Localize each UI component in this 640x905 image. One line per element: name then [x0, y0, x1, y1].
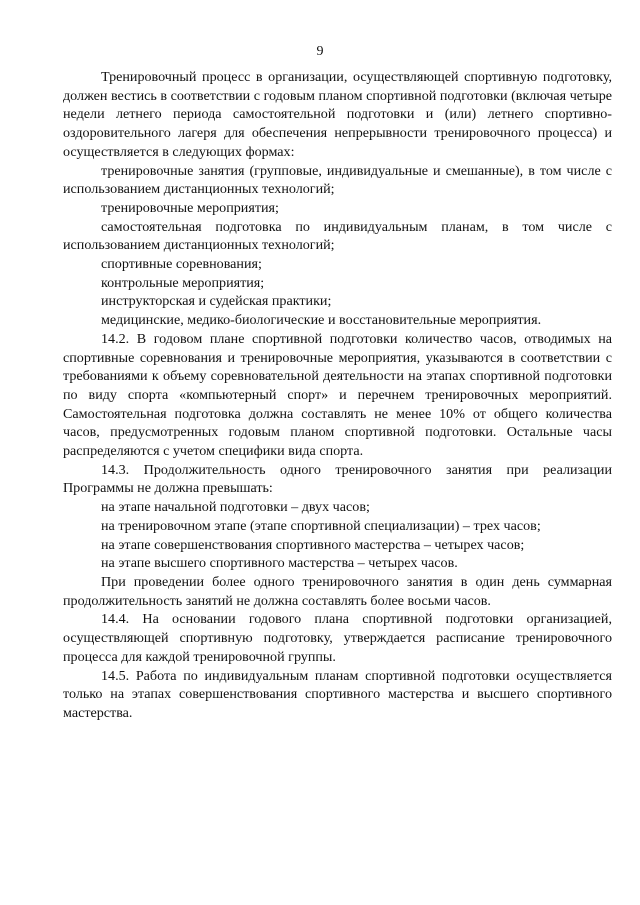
- paragraph-14-4: 14.4. На основании годового плана спортивной подготовки организацией, осуществляющей спортивную подготовку, утверждается расписание тренировочного процесса для каждой тренировочной группы.: [63, 611, 612, 665]
- list-item-training-stage: на тренировочном этапе (этапе спортивной специализации) – трех часов;: [101, 517, 541, 534]
- page-number: 9: [316, 44, 324, 59]
- list-item-training-sessions: тренировочные занятия (групповые, индивидуальные и смешанные), в том числе с использованием дистанционных технологий;: [63, 162, 612, 198]
- paragraph-14-2: 14.2. В годовом плане спортивной подготовки количество часов, отводимых на спортивные соревнования и тренировочные мероприятия, указываются в соответствии с требованиями к объему соревновательной деятельности на этапах спортивной подготовки по виду спорта «компьютерный спорт» и перечнем тренировочных мероприятий. Самостоятельная подготовка должна составлять не менее 10% от общего количества часов, предусмотренных годовым планом спортивной подготовки. Остальные часы распределяются с учетом специфики вида спорта.: [63, 330, 612, 460]
- list-item-initial-stage: на этапе начальной подготовки – двух часов;: [101, 499, 370, 516]
- list-item-medical-events: медицинские, медико-биологические и восстановительные мероприятия.: [101, 312, 542, 329]
- list-item-instructor-practice: инструкторская и судейская практики;: [101, 293, 332, 310]
- list-item-training-events: тренировочные мероприятия;: [101, 199, 279, 216]
- paragraph-14-3: 14.3. Продолжительность одного тренировочного занятия при реализации Программы не должна превышать:: [63, 461, 612, 497]
- list-item-competitions: спортивные соревнования;: [101, 256, 262, 273]
- list-item-highest-stage: на этапе высшего спортивного мастерства – четырех часов.: [101, 555, 458, 572]
- paragraph-14-5: 14.5. Работа по индивидуальным планам спортивной подготовки осуществляется только на этапах совершенствования спортивного мастерства и высшего спортивного мастерства.: [63, 667, 612, 721]
- paragraph-multiple-sessions: При проведении более одного тренировочного занятия в один день суммарная продолжительность занятий не должна составлять более восьми часов.: [63, 573, 612, 609]
- body-text: [63, 68, 612, 723]
- list-item-improvement-stage: на этапе совершенствования спортивного мастерства – четырех часов;: [101, 536, 525, 553]
- paragraph-training-process-forms: Тренировочный процесс в организации, осуществляющей спортивную подготовку, должен вестись в соответствии с годовым планом спортивной подготовки (включая четыре недели летнего периода самостоятельной подготовки и (или) летнего спортивно-оздоровительного лагеря для обеспечения непрерывности тренировочного процесса) и осуществляется в следующих формах:: [63, 69, 612, 160]
- list-item-self-study: самостоятельная подготовка по индивидуальным планам, в том числе с использованием дистанционных технологий;: [63, 218, 612, 254]
- list-item-control-events: контрольные мероприятия;: [101, 274, 265, 291]
